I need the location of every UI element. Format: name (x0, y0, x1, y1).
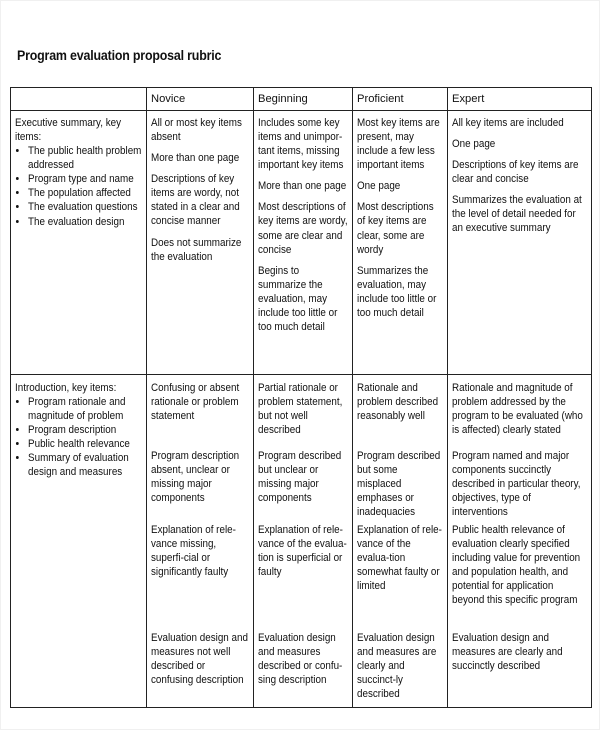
rubric-text: Descriptions of key items are wordy, not stated in a clear and concise manner (151, 173, 240, 228)
list-item: • Program type and name (28, 172, 142, 186)
list-item: • Program rationale and magnitude of problem (28, 395, 142, 423)
header-criteria (11, 88, 147, 111)
expert-cell (448, 111, 592, 375)
header-beginning: Beginning (254, 88, 353, 111)
rubric-text: Explanation of rele-vance missing, superfi-cial or significantly faulty (151, 524, 236, 579)
rubric-text: Public health relevance of evaluation clearly specified including value for prevention and population health, and potential for application beyond this specific program (452, 524, 581, 607)
rubric-text: Confusing or absent rationale or problem statement (151, 382, 240, 423)
rubric-text: One page (357, 180, 401, 193)
rubric-text: Evaluation design and measures are clearly and succinctly described (452, 632, 563, 673)
criterion-intro: Introduction, key items: (15, 382, 117, 394)
row-introduction (11, 375, 592, 708)
rubric-text: Explanation of rele-vance of the evalua-tion somewhat faulty or limited (357, 524, 442, 593)
proficient-cell (353, 375, 448, 708)
rubric-text: Does not summarize the evaluation (151, 236, 242, 263)
list-item: • The evaluation design (28, 215, 142, 229)
list-item: • The evaluation questions (28, 200, 142, 214)
header-row (11, 88, 592, 111)
rubric-text: Partial rationale or problem statement, but not well described (258, 382, 343, 437)
proficient-cell (353, 111, 448, 375)
page-title: Program evaluation proposal rubric (17, 48, 222, 63)
rubric-text: Program named and major components succinctly described in particular theory, objectives, type of interventions (452, 450, 581, 519)
rubric-text: Evaluation design and measures described or confu-sing description (258, 632, 343, 687)
rubric-text: Program described but unclear or missing major components (258, 450, 342, 505)
criterion-intro: Executive summary, key items: (15, 117, 122, 144)
novice-cell (147, 111, 254, 375)
novice-cell (147, 375, 254, 708)
rubric-text: More than one page (151, 152, 240, 165)
list-item: • Public health relevance (28, 437, 142, 451)
header-expert: Expert (448, 88, 592, 111)
rubric-text: Evaluation design and measures not well described or confusing description (151, 632, 248, 687)
criterion-list (15, 395, 142, 479)
rubric-text: More than one page (258, 180, 347, 193)
header-proficient: Proficient (353, 88, 448, 111)
rubric-text: Summarizes the evaluation at the level of detail needed for an executive summary (452, 194, 582, 235)
row-executive-summary (11, 111, 592, 375)
beginning-cell (254, 111, 353, 375)
rubric-table (10, 87, 592, 708)
rubric-text: Program description absent, unclear or missing major components (151, 450, 240, 505)
rubric-text: Includes some key items and unimpor-tant items, missing important key items (258, 117, 344, 172)
list-item: • The public health problem addressed (28, 144, 142, 172)
rubric-text: Most descriptions of key items are clear, some are wordy (357, 201, 434, 256)
rubric-text: One page (452, 138, 496, 151)
rubric-text: Most descriptions of key items are wordy, some are clear and concise (258, 201, 348, 256)
rubric-text: Evaluation design and measures are clearly and succinct-ly described (357, 632, 437, 701)
list-item: • The population affected (28, 186, 142, 200)
list-item: • Summary of evaluation design and measures (28, 451, 142, 479)
header-novice: Novice (147, 88, 254, 111)
rubric-text: Rationale and problem described reasonably well (357, 382, 439, 423)
rubric-text: Begins to summarize the evaluation, may include too little or too much detail (258, 264, 338, 334)
list-item: • Program description (28, 423, 142, 437)
rubric-text: Most key items are present, may include a few less important items (357, 117, 440, 172)
criterion-list (15, 144, 142, 228)
rubric-text: All key items are included (452, 117, 564, 129)
rubric-text: Rationale and magnitude of problem addressed by the program to be evaluated (who is affected) clearly stated (452, 382, 583, 437)
rubric-text: All or most key items absent (151, 117, 242, 144)
expert-cell (448, 375, 592, 708)
criterion-cell (11, 375, 147, 708)
beginning-cell (254, 375, 353, 708)
rubric-text: Explanation of rele-vance of the evalua-tion is superficial or faulty (258, 524, 347, 579)
rubric-text: Summarizes the evaluation, may include too little or too much detail (357, 264, 437, 319)
rubric-text: Program described but some misplaced emphases or inadequacies (357, 450, 441, 519)
criterion-cell (11, 111, 147, 375)
rubric-text: Descriptions of key items are clear and concise (452, 159, 579, 186)
